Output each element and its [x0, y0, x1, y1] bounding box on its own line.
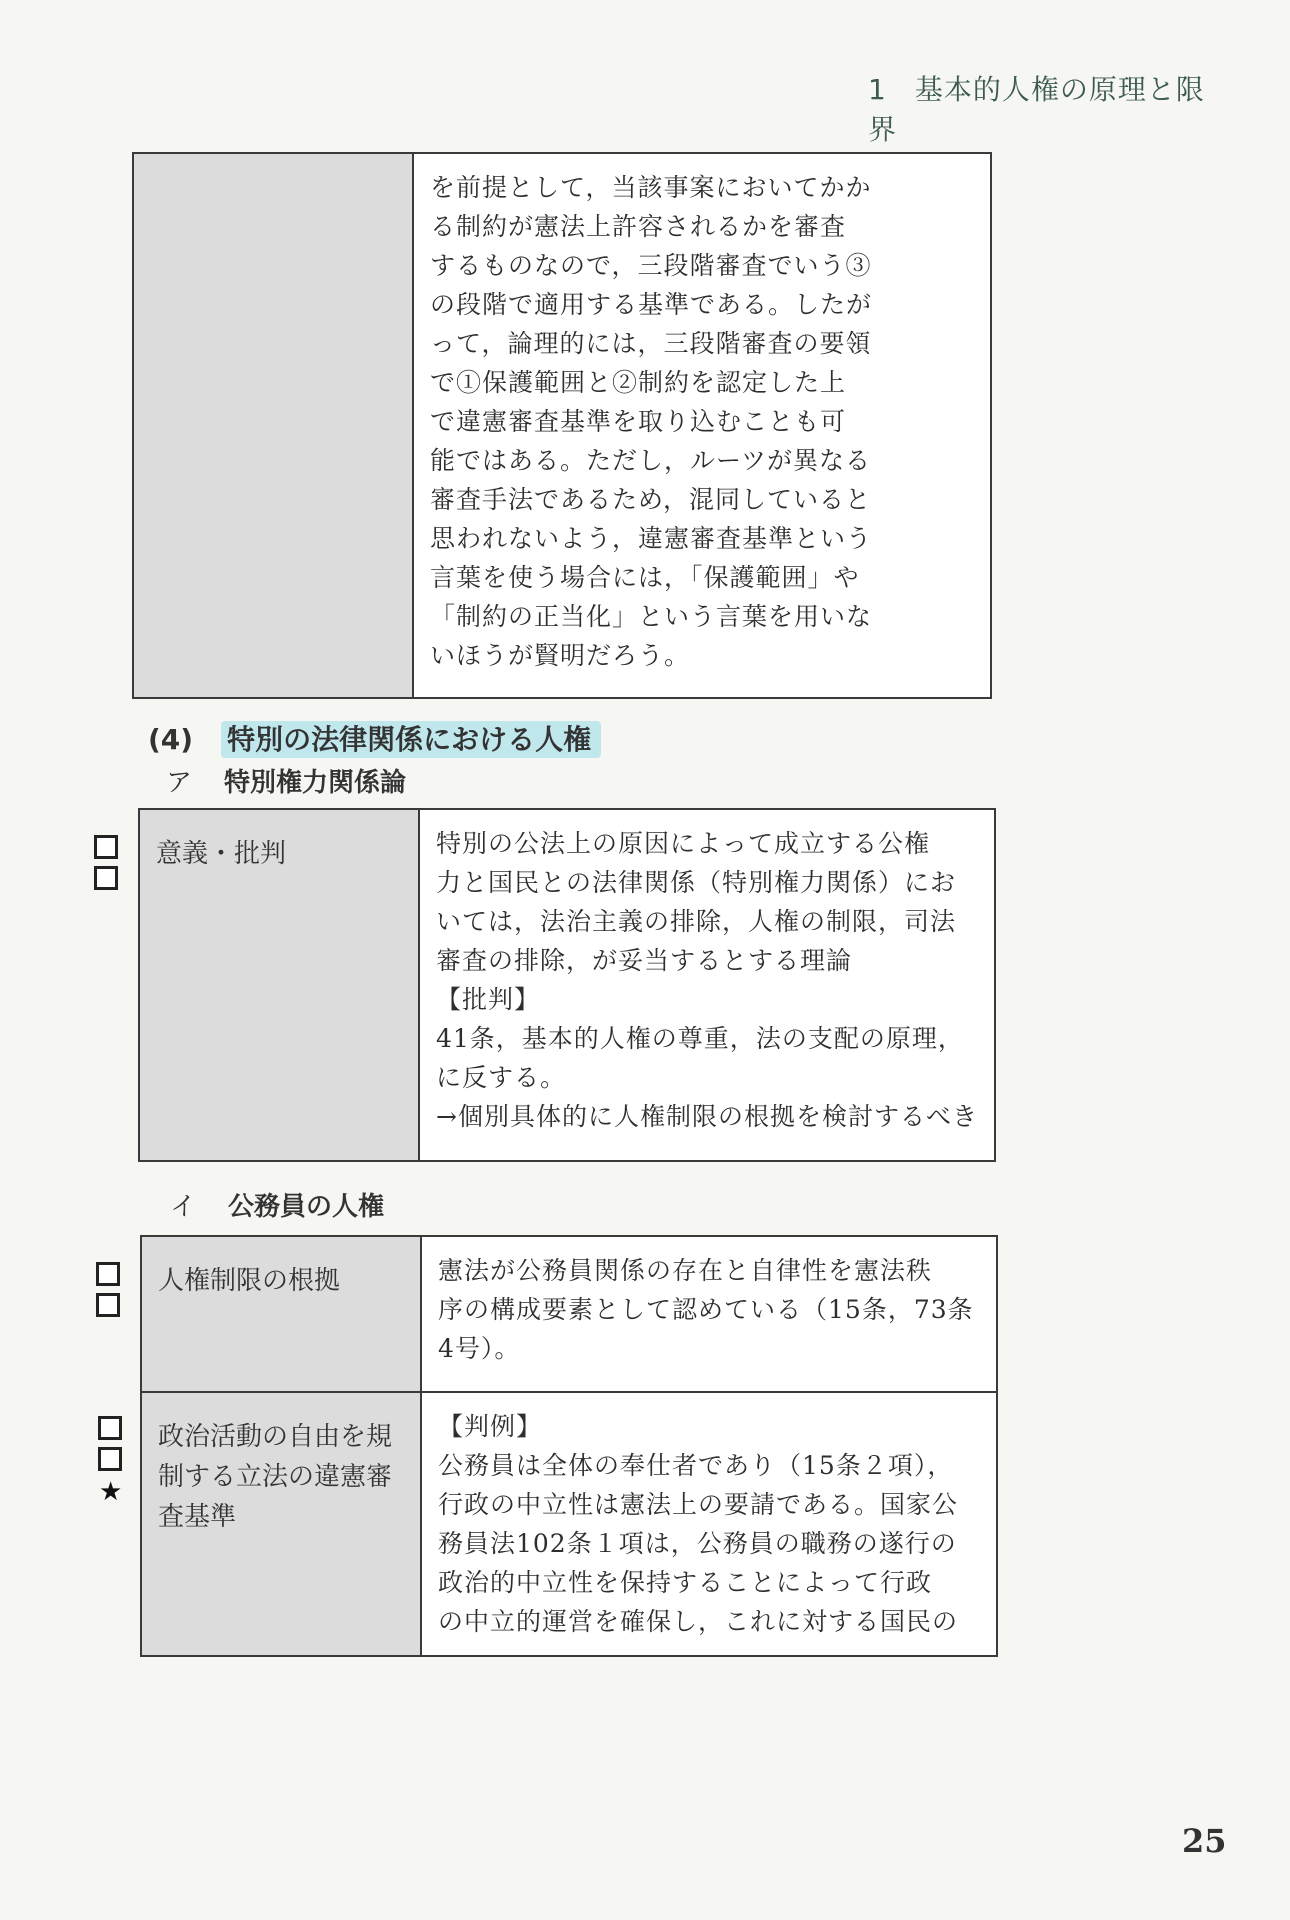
- running-head: [868, 68, 1228, 148]
- row-label: 意義・批判: [139, 809, 419, 1161]
- text-line: 政治的中立性を保持することによって行政: [438, 1568, 933, 1597]
- text-line: 審査の排除，が妥当するとする理論: [436, 946, 853, 975]
- text-line: 務員法102条１項は，公務員の職務の遂行の: [438, 1529, 957, 1558]
- text-line: 思われないよう，違憲審査基準という: [430, 524, 873, 553]
- subheading-marker: ア: [166, 768, 193, 798]
- checkbox-group: [96, 1262, 126, 1324]
- text-line: 公務員は全体の奉仕者であり（15条２項），: [438, 1451, 954, 1480]
- subheading-a: [166, 762, 406, 799]
- text-line: 【判例】: [438, 1412, 543, 1441]
- chapter-title: 基本的人権の原理と限界: [868, 73, 1205, 146]
- checkbox[interactable]: [94, 866, 118, 890]
- subheading-title: 公務員の人権: [228, 1192, 385, 1222]
- text-line: 力と国民との法律関係（特別権力関係）にお: [436, 868, 957, 897]
- checkbox[interactable]: [94, 835, 118, 859]
- text-line: る制約が憲法上許容されるかを審査: [430, 212, 847, 241]
- text-line: 審査手法であるため，混同していると: [430, 485, 872, 514]
- text-line: →個別具体的に人権制限の根拠を検討するべき: [436, 1102, 978, 1131]
- text-line: 「制約の正当化」という言葉を用いな: [430, 602, 873, 631]
- chapter-number: 1: [868, 73, 887, 106]
- label-line: 査基準: [158, 1502, 237, 1532]
- text-line: って，論理的には，三段階審査の要領: [430, 329, 872, 358]
- table-special-power: [138, 808, 996, 1162]
- label-line: 政治活動の自由を規: [158, 1422, 393, 1452]
- text-line: 【批判】: [436, 985, 541, 1014]
- row-content: [421, 1236, 997, 1392]
- text-line: するものなので，三段階審査でいう③: [430, 251, 872, 280]
- text-line: いほうが賢明だろう。: [430, 641, 691, 670]
- table-civil-servants: [140, 1235, 998, 1657]
- checkbox-group: [94, 835, 124, 897]
- text-line: 行政の中立性は憲法上の要請である。国家公: [438, 1490, 959, 1519]
- text-line: 特別の公法上の原因によって成立する公権: [436, 829, 931, 858]
- text-line: で違憲審査基準を取り込むことも可: [430, 407, 847, 436]
- text-line: いては，法治主義の排除，人権の制限，司法: [436, 907, 957, 936]
- text-line: 41条，基本的人権の尊重，法の支配の原理，: [436, 1024, 964, 1053]
- top-table-label-cell: [133, 153, 413, 698]
- section-heading: [148, 718, 601, 758]
- checkbox[interactable]: [96, 1262, 120, 1286]
- row-content: [421, 1392, 997, 1656]
- text-line: 4号）。: [438, 1334, 521, 1363]
- text-line: に反する。: [436, 1063, 567, 1092]
- star-icon: ★: [99, 1477, 123, 1507]
- checkbox-group: [98, 1416, 128, 1506]
- checkbox[interactable]: [98, 1447, 122, 1471]
- checkbox[interactable]: [98, 1416, 122, 1440]
- subheading-title: 特別権力関係論: [224, 768, 407, 798]
- row-content: [419, 809, 995, 1161]
- text-line: の中立的運営を確保し，これに対する国民の: [438, 1607, 959, 1636]
- label-line: 制する立法の違憲審: [158, 1462, 393, 1492]
- subheading-marker: イ: [170, 1192, 197, 1222]
- top-table-content: [413, 153, 991, 698]
- row-label: 人権制限の根拠: [141, 1236, 421, 1392]
- checkbox[interactable]: [96, 1293, 120, 1317]
- row-label: [141, 1392, 421, 1656]
- section-marker: (4): [148, 723, 194, 756]
- text-line: で①保護範囲と②制約を認定した上: [430, 368, 847, 397]
- text-line: の段階で適用する基準である。したが: [430, 290, 873, 319]
- text-line: 能ではある。ただし，ルーツが異なる: [430, 446, 872, 475]
- page-number: 25: [1182, 1822, 1227, 1860]
- text-line: 言葉を使う場合には，「保護範囲」や: [430, 563, 860, 592]
- text-line: 序の構成要素として認めている（15条，73条: [438, 1295, 974, 1324]
- text-line: 憲法が公務員関係の存在と自律性を憲法秩: [438, 1256, 933, 1285]
- section-title: 特別の法律関係における人権: [221, 721, 601, 758]
- text-line: を前提として，当該事案においてかか: [430, 173, 872, 202]
- top-table: [132, 152, 992, 699]
- subheading-i: [170, 1186, 384, 1223]
